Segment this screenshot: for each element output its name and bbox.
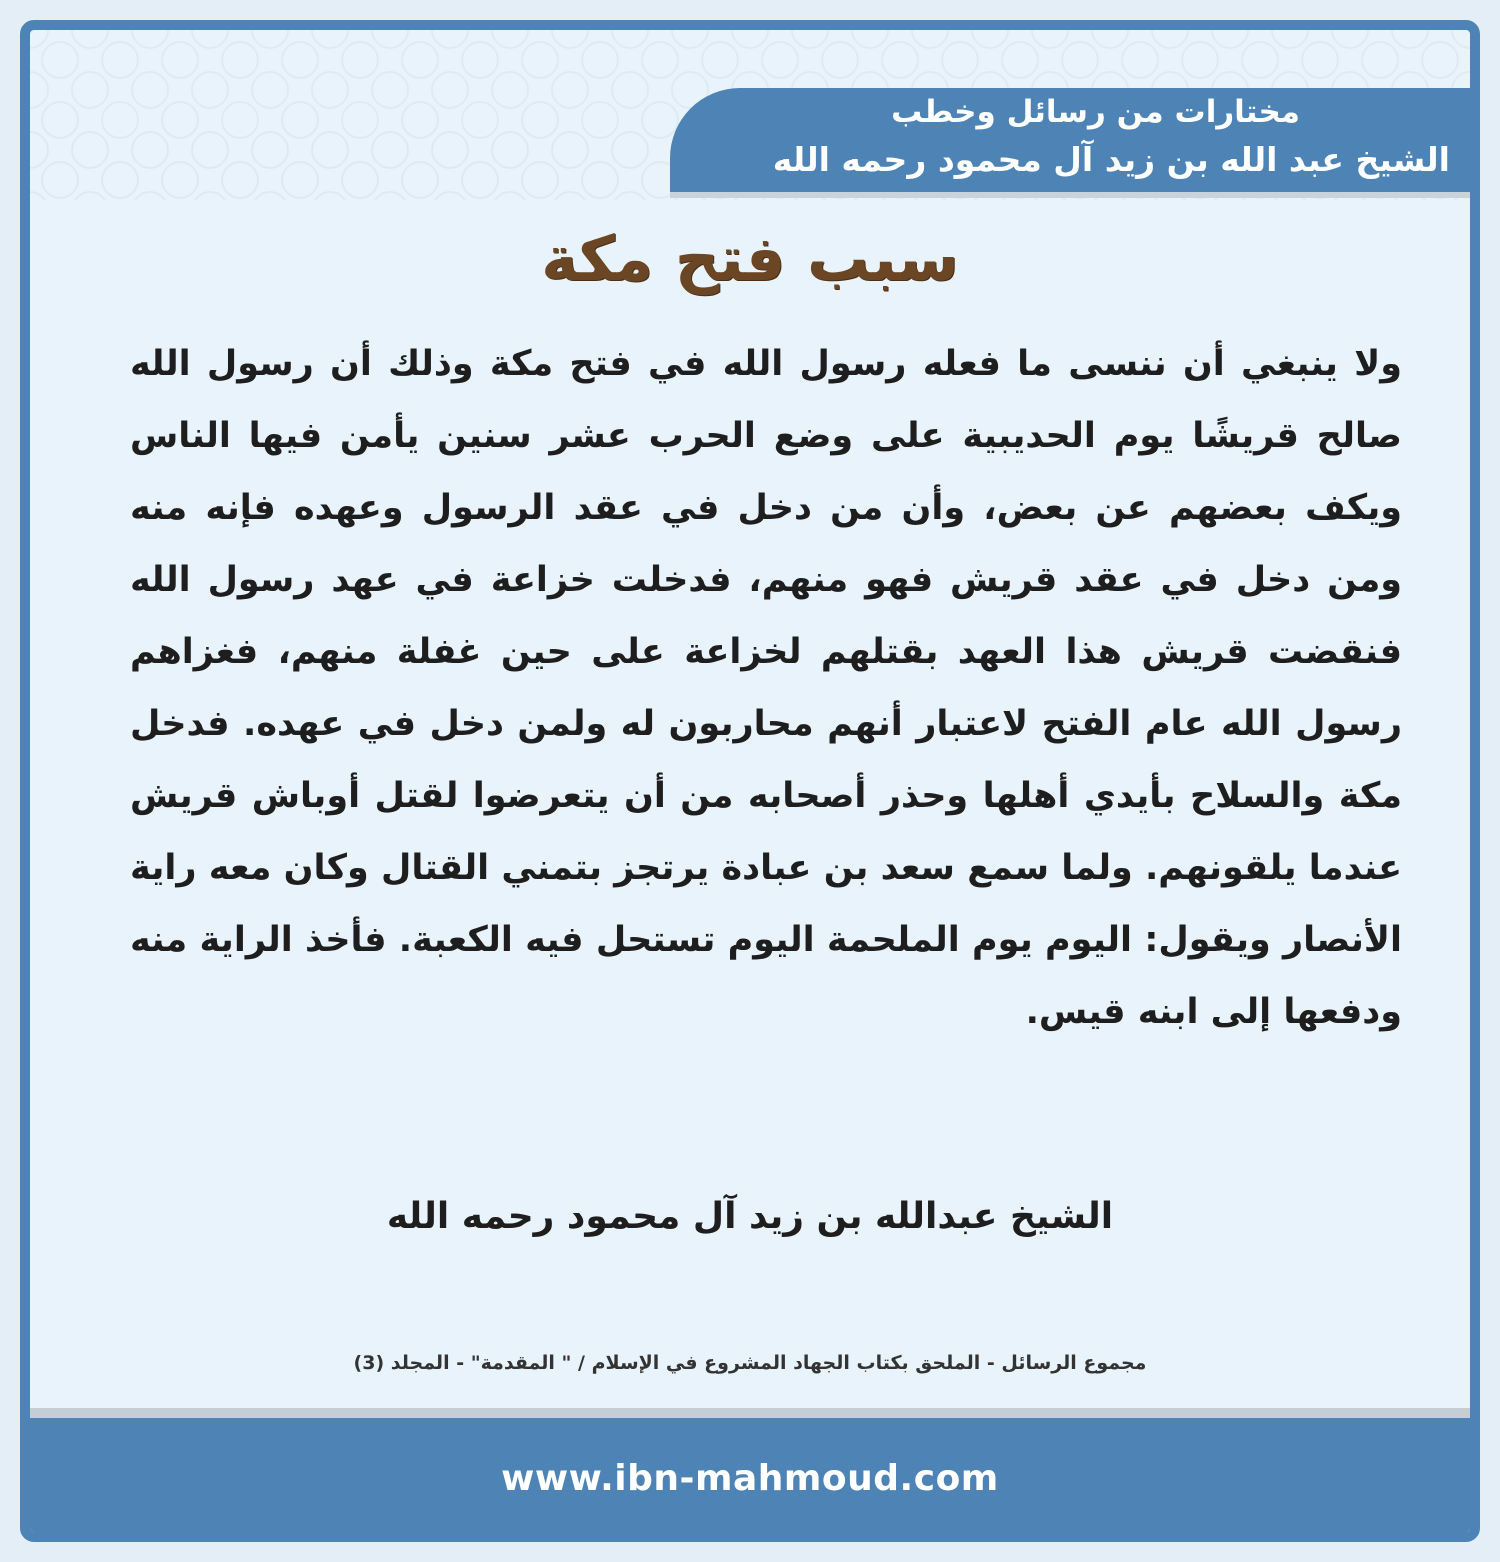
body-paragraph: ولا ينبغي أن ننسى ما فعله رسول الله في فتح مكة وذلك أن رسول الله صالح قريشًا يوم الحديبية على وضع الحرب عشر سنين يأمن فيها الناس ويكف بعضهم عن بعض، وأن من دخل في عقد الرسول وعهده فإنه منه ومن دخل في عقد قريش فهو منهم، فدخلت خزاعة في عهد رسول الله فنقضت قريش هذا العهد بقتلهم لخزاعة على حين غفلة منهم، فغزاهم رسول الله عام الفتح لاعتبار أنهم محاربون له ولمن دخل في عهده. فدخل مكة والسلاح بأيدي أهلها وحذر أصحابه من أن يتعرضوا لقتل أوباش قريش عندما يلقونهم. ولما سمع سعد بن عبادة يرتجز بتمني القتال وكان معه راية الأنصار ويقول: اليوم يوم الملحمة اليوم تستحل فيه الكعبة. فأخذ الراية منه ودفعها إلى ابنه قيس. [130, 344, 1402, 1032]
footer-bar [30, 1418, 1470, 1542]
author-signature: الشيخ عبدالله بن زيد آل محمود رحمه الله [386, 1196, 1114, 1237]
source-citation: مجموع الرسائل - الملحق بكتاب الجهاد المشروع في الإسلام / " المقدمة" - المجلد (3) [353, 1352, 1147, 1374]
page-title: سبب فتح مكة [541, 222, 959, 295]
website-link[interactable]: www.ibn-mahmoud.com [501, 1458, 999, 1499]
footer-divider [30, 1408, 1470, 1418]
quote-card [20, 20, 1480, 1542]
header-banner [670, 88, 1470, 192]
header-author: الشيخ عبد الله بن زيد آل محمود رحمه الله [772, 140, 1450, 179]
header-subtitle: مختارات من رسائل وخطب [891, 94, 1300, 130]
